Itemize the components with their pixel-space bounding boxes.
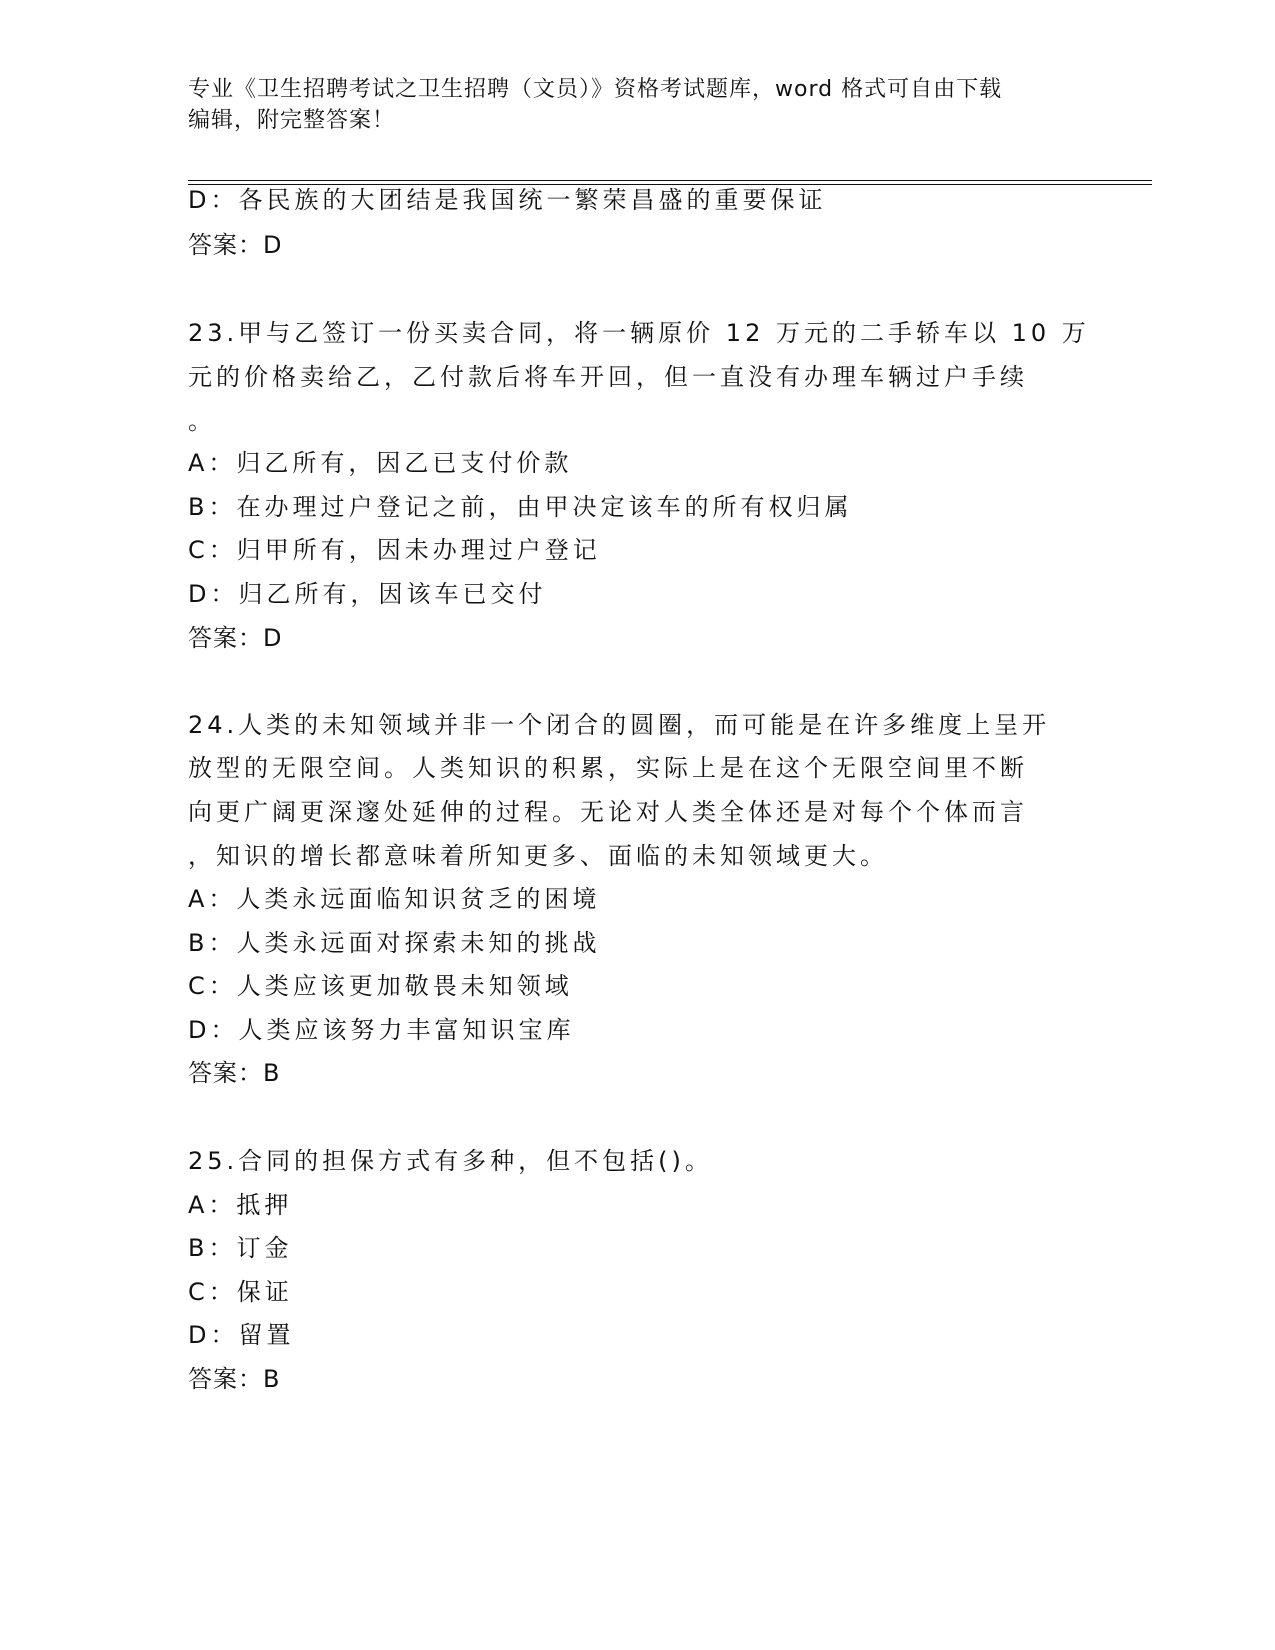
q24-option-c: C：人类应该更加敬畏未知领域 bbox=[188, 972, 573, 1000]
q24-option-d: D：人类应该努力丰富知识宝库 bbox=[188, 1016, 575, 1044]
q25-option-b: B：订金 bbox=[188, 1234, 293, 1262]
header-line-1: 专业《卫生招聘考试之卫生招聘（文员）》资格考试题库，word 格式可自由下载 bbox=[188, 77, 1003, 102]
q24-answer: 答案：B bbox=[188, 1059, 281, 1087]
q25-option-a: A：抵押 bbox=[188, 1191, 293, 1219]
q23-stem-line-3: 。 bbox=[188, 407, 216, 435]
q24-stem-line-3: 向更广阔更深邃处延伸的过程。无论对人类全体还是对每个个体而言 bbox=[188, 798, 1028, 826]
header-line-2: 编辑，附完整答案！ bbox=[188, 108, 396, 133]
q22-option-d: D：各民族的大团结是我国统一繁荣昌盛的重要保证 bbox=[188, 186, 827, 214]
header-divider-top bbox=[188, 180, 1152, 181]
q24-stem-line-2: 放型的无限空间。人类知识的积累，实际上是在这个无限空间里不断 bbox=[188, 754, 1028, 782]
q25-stem-line-1: 25.合同的担保方式有多种，但不包括()。 bbox=[188, 1147, 713, 1175]
q25-option-c: C：保证 bbox=[188, 1278, 293, 1306]
q25-answer: 答案：B bbox=[188, 1365, 281, 1393]
q22-answer: 答案：D bbox=[188, 231, 283, 259]
q24-stem-line-4: ，知识的增长都意味着所知更多、面临的未知领域更大。 bbox=[188, 842, 888, 870]
document-header bbox=[188, 74, 1088, 136]
q24-option-b: B：人类永远面对探索未知的挑战 bbox=[188, 929, 601, 957]
q23-answer: 答案：D bbox=[188, 624, 283, 652]
q23-stem-line-1: 23.甲与乙签订一份买卖合同，将一辆原价 12 万元的二手轿车以 10 万 bbox=[188, 319, 1090, 347]
q23-option-b: B：在办理过户登记之前，由甲决定该车的所有权归属 bbox=[188, 493, 853, 521]
q25-option-d: D：留置 bbox=[188, 1321, 295, 1349]
q24-stem-line-1: 24.人类的未知领域并非一个闭合的圆圈，而可能是在许多维度上呈开 bbox=[188, 711, 1051, 739]
q23-option-a: A：归乙所有，因乙已支付价款 bbox=[188, 449, 573, 477]
q23-stem-line-2: 元的价格卖给乙，乙付款后将车开回，但一直没有办理车辆过户手续 bbox=[188, 363, 1028, 391]
q23-option-d: D：归乙所有，因该车已交付 bbox=[188, 580, 547, 608]
q23-option-c: C：归甲所有，因未办理过户登记 bbox=[188, 536, 601, 564]
q24-option-a: A：人类永远面临知识贫乏的困境 bbox=[188, 885, 601, 913]
